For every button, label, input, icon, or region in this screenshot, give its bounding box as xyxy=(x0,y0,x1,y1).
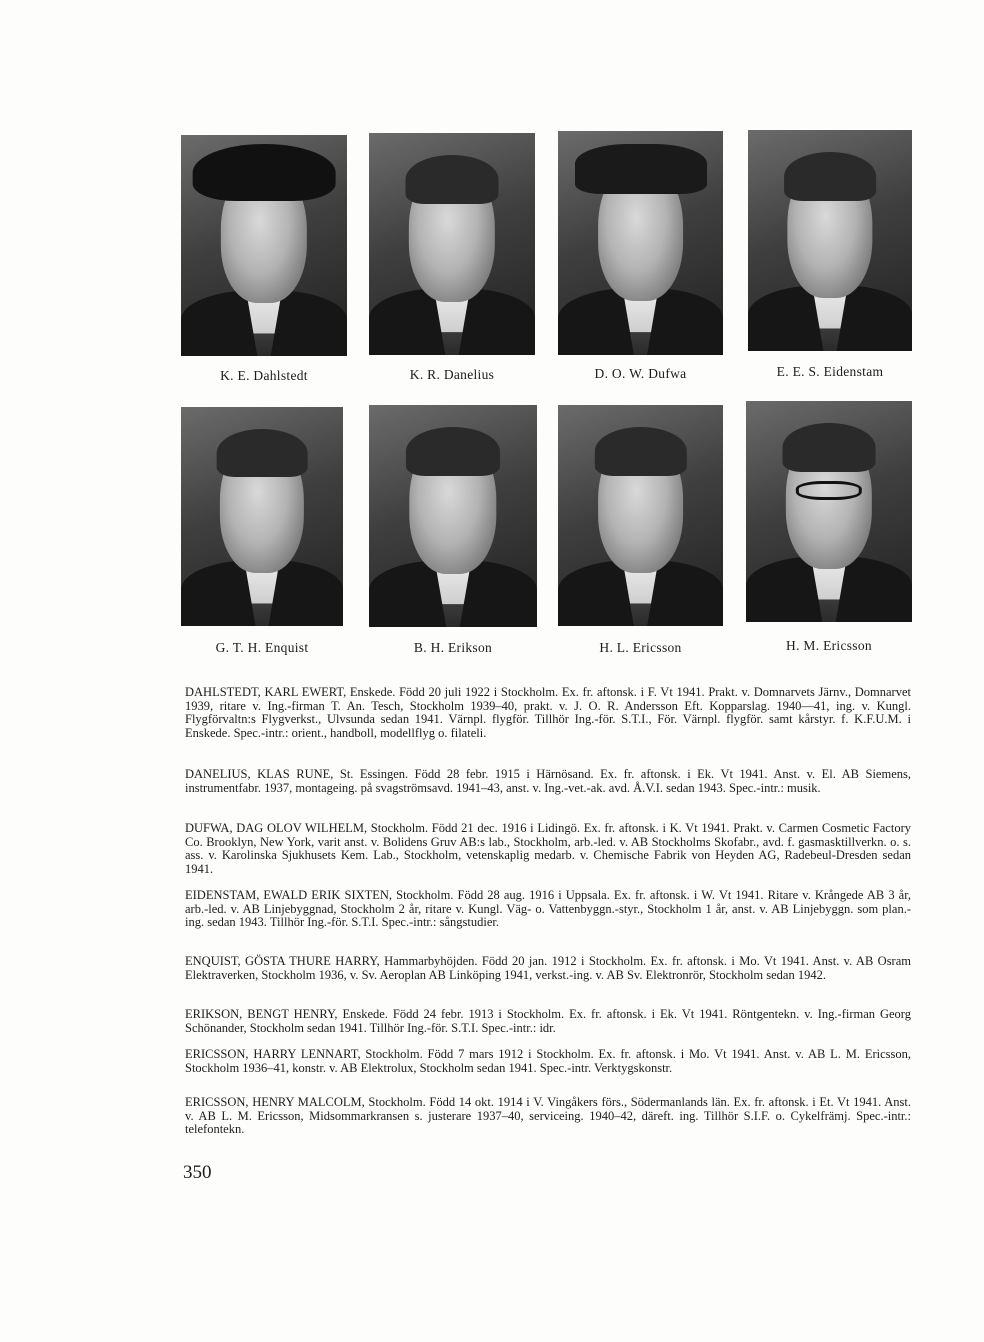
portrait-caption-h-l-ericsson: H. L. Ericsson xyxy=(599,640,682,655)
portrait-photo-enquist xyxy=(181,407,343,626)
portrait-photo-danelius xyxy=(369,133,535,355)
bio-entry-h-m-ericsson: ERICSSON, HENRY MALCOLM, Stockholm. Född 14 okt. 1914 i V. Vingåkers förs., Södermanlands län. Ex. fr. aftonsk. i Et. Vt 1941. Anst. v. AB L. M. Ericsson, Midsommarkransen s. justerare 1937–40, serviceing. 1940–42, däreft. ing. Tillhör S.I.F. o. Cykelfrämj. Spec.-intr.: telefontekn. xyxy=(185,1095,911,1137)
bio-entry-erikson: ERIKSON, BENGT HENRY, Enskede. Född 24 febr. 1913 i Stockholm. Ex. fr. aftonsk. i Ek. Vt 1941. Röntgentekn. v. Ing.-firman Georg Schönander, Stockholm sedan 1941. Tillhör Ing.-för. S.T.I. Spec.-intr.: idr. xyxy=(185,1007,911,1035)
bio-entry-dahlstedt: DAHLSTEDT, KARL EWERT, Enskede. Född 20 juli 1922 i Stockholm. Ex. fr. aftonsk. i F. Vt 1941. Prakt. v. Domnarvets Järnv., Domnarvet 1939, ritare v. Ing.-firman T. An. Tesch, Stockholm 1939–40, prakt. v. J. O. R. Andersson Eft. Kopparslag. 1940—41, ing. v. Kungl. Flygförvaltn:s Flygverkst., Ulvsunda sedan 1941. Värnpl. flygför. Tillhör Ing.-för. S.T.I., För. Värnpl. flygför. samt kårstyr. f. K.F.U.M. i Enskede. Spec.-intr.: orient., handboll, modellflyg o. filateli. xyxy=(185,685,911,740)
portrait-caption-eidenstam: E. E. S. Eidenstam xyxy=(776,364,884,379)
bio-entry-dufwa: DUFWA, DAG OLOV WILHELM, Stockholm. Född 21 dec. 1916 i Lidingö. Ex. fr. aftonsk. i K. Vt 1941. Prakt. v. Carmen Cosmetic Factory Co. Brooklyn, New York, varit anst. v. Bolidens Gruv AB:s lab., Stockholm, arb.-led. v. AB Stockholms Skofabr., avd. f. gasmasktillverkn. o. s. ass. v. Karolinska Sjukhusets Kem. Lab., Stockholm, vetenskaplig medarb. v. Chemische Fabrik von Heyden AG, Radebeul-Dresden sedan 1941. xyxy=(185,821,911,876)
portrait-photo-h-m-ericsson xyxy=(746,401,912,622)
page-number: 350 xyxy=(183,1162,212,1183)
portrait-caption-enquist: G. T. H. Enquist xyxy=(215,640,309,655)
portrait-caption-dahlstedt: K. E. Dahlstedt xyxy=(220,368,308,383)
portrait-photo-h-l-ericsson xyxy=(558,405,723,626)
bio-entry-enquist: ENQUIST, GÖSTA THURE HARRY, Hammarbyhöjden. Född 20 jan. 1912 i Stockholm. Ex. fr. aftonsk. i Mo. Vt 1941. Anst. v. AB Osram Elektraverken, Stockholm 1936, v. Sv. Aeroplan AB Linköping 1941, verkst.-ing. v. AB Sv. Elektronrör, Stockholm sedan 1942. xyxy=(185,954,911,982)
portrait-photo-erikson xyxy=(369,405,537,627)
portrait-caption-dufwa: D. O. W. Dufwa xyxy=(594,366,687,381)
portrait-photo-eidenstam xyxy=(748,130,912,351)
portrait-caption-h-m-ericsson: H. M. Ericsson xyxy=(786,638,872,653)
bio-entry-eidenstam: EIDENSTAM, EWALD ERIK SIXTEN, Stockholm. Född 28 aug. 1916 i Uppsala. Ex. fr. aftonsk. i W. Vt 1941. Ritare v. Krångede AB 3 år, arb.-led. v. AB Linjebyggnad, Stockholm 2 år, ritare v. Kungl. Väg- o. Vattenbyggn.-styr., Stockholm 1 år, anst. v. AB Linjebyggn. som plan.-ing. sedan 1943. Tillhör Ing.-för. S.T.I. Spec.-intr.: sångstudier. xyxy=(185,888,911,930)
portrait-photo-dufwa xyxy=(558,131,723,355)
bio-entry-danelius: DANELIUS, KLAS RUNE, St. Essingen. Född 28 febr. 1915 i Härnösand. Ex. fr. aftonsk. i Ek. Vt 1941. Anst. v. El. AB Siemens, instrumentfabr. 1937, montageing. på svagströmsavd. 1941–43, anst. v. Ing.-vet.-ak. avd. Å.V.I. sedan 1943. Spec.-intr.: musik. xyxy=(185,767,911,795)
portrait-caption-erikson: B. H. Erikson xyxy=(413,640,493,655)
portrait-photo-dahlstedt xyxy=(181,135,347,356)
portrait-caption-danelius: K. R. Danelius xyxy=(409,367,495,382)
bio-entry-h-l-ericsson: ERICSSON, HARRY LENNART, Stockholm. Född 7 mars 1912 i Stockholm. Ex. fr. aftonsk. i Mo. Vt 1941. Anst. v. AB L. M. Ericsson, Stockholm 1936–41, konstr. v. AB Elektrolux, Stockholm sedan 1941. Spec.-intr. Verktygskonstr. xyxy=(185,1047,911,1075)
